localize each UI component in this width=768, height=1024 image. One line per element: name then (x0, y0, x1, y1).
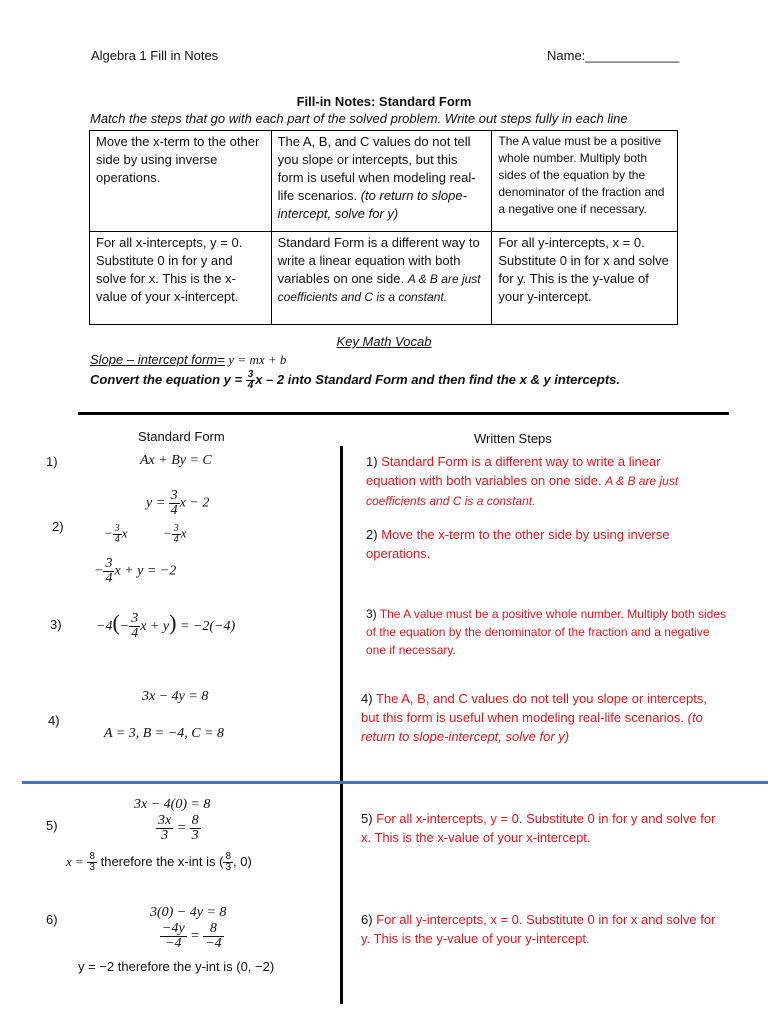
step-number: 3) (50, 617, 62, 632)
step1-equation: Ax + By = C (140, 453, 212, 468)
name-field-label: Name:_____________ (547, 48, 680, 63)
table-cell: The A, B, and C values do not tell you slope or intercepts, but this form is useful when modeling real-life scenarios. (to return to slope-intercept, solve for y) (271, 131, 492, 232)
step2-equation-result: − $\frac{3}{4}$ x + y = −2 (94, 556, 177, 586)
top-divider (78, 412, 729, 415)
step-number: 2) (52, 519, 64, 534)
step-number: 1) (46, 454, 58, 469)
step-number: 4) (48, 713, 60, 728)
blue-divider (22, 781, 768, 784)
step2-subtract-right: − $\frac{3}{4}$ x (163, 523, 187, 545)
instructions: Match the steps that go with each part of the solved problem. Write out steps fully in each line (90, 111, 628, 126)
step6-division: $\frac{-4y}{-4}$ = $\frac{8}{-4}$ (162, 921, 222, 951)
step2-written: 2) Move the x-term to the other side by using inverse operations. (366, 527, 670, 561)
step6-equation: 3(0) − 4y = 8 (150, 905, 227, 920)
step3-written: 3) The A value must be a positive whole number. Multiply both sides of the equation by the denominator of the fraction and a negative one if necessary. (366, 607, 726, 657)
table-cell: Standard Form is a different way to write a linear equation with both variables on one side. A & B are just coefficients and C is a constant. (271, 232, 492, 325)
step5-x-intercept: x = $\frac{8}{3}$ therefore the x-int is ( $\frac{8}{3}$ , 0) (66, 851, 252, 873)
step5-written: 5) For all x-intercepts, y = 0. Substitute 0 in for y and solve for x. This is the x-value of your x-intercept. (361, 811, 716, 845)
step3-equation: −4(− $\frac{3}{4}$ x + y) = −2(−4) (96, 610, 236, 642)
table-cell: For all y-intercepts, x = 0. Substitute 0 in for x and solve for y. This is the y-value of your y-intercept. (492, 232, 678, 325)
step-number: 6) (46, 912, 58, 927)
column-heading-written-steps: Written Steps (474, 431, 552, 446)
step6-written: 6) For all y-intercepts, x = 0. Substitute 0 in for x and solve for y. This is the y-value of your y-intercept. (361, 912, 716, 946)
column-heading-standard-form: Standard Form (138, 429, 225, 444)
step2-subtract-left: − $\frac{3}{4}$ x (104, 523, 128, 545)
problem-statement: Convert the equation y = $\frac{3}{4}$ x – 2 into Standard Form and then find the x & y intercepts. (90, 369, 621, 391)
table-cell: For all x-intercepts, y = 0. Substitute 0 in for y and solve for x. This is the x-value of your x-intercept. (90, 232, 272, 325)
step-number: 5) (46, 818, 58, 833)
step1-written: 1) Standard Form is a different way to write a linear equation with both variables on one side. A & B are just coefficients and C is a constant. (366, 454, 679, 508)
step6-y-intercept: y = −2 therefore the y-int is (0, −2) (78, 959, 275, 974)
page-title: Fill-in Notes: Standard Form (296, 94, 472, 109)
slope-intercept-def: Slope – intercept form= y = mx + b (90, 352, 287, 367)
step2-equation-original: y = $\frac{3}{4}$ x − 2 (146, 488, 210, 518)
steps-table (89, 130, 678, 325)
course-title: Algebra 1 Fill in Notes (91, 48, 219, 63)
vertical-divider (340, 446, 343, 1004)
step4-coefficients: A = 3, B = −4, C = 8 (104, 726, 224, 741)
step4-written: 4) The A, B, and C values do not tell you slope or intercepts, but this form is useful when modeling real-life scenarios. (to return to slope-intercept, solve for y) (361, 691, 707, 744)
step5-equation: 3x − 4(0) = 8 (134, 797, 211, 812)
step5-division: $\frac{3x}{3}$ = $\frac{8}{3}$ (158, 813, 199, 843)
vocab-heading: Key Math Vocab (336, 334, 432, 349)
table-cell: Move the x-term to the other side by using inverse operations. (90, 131, 272, 232)
step4-equation: 3x − 4y = 8 (142, 689, 209, 704)
table-cell: The A value must be a positive whole number. Multiply both sides of the equation by the denominator of the fraction and a negative one if necessary. (492, 131, 678, 232)
